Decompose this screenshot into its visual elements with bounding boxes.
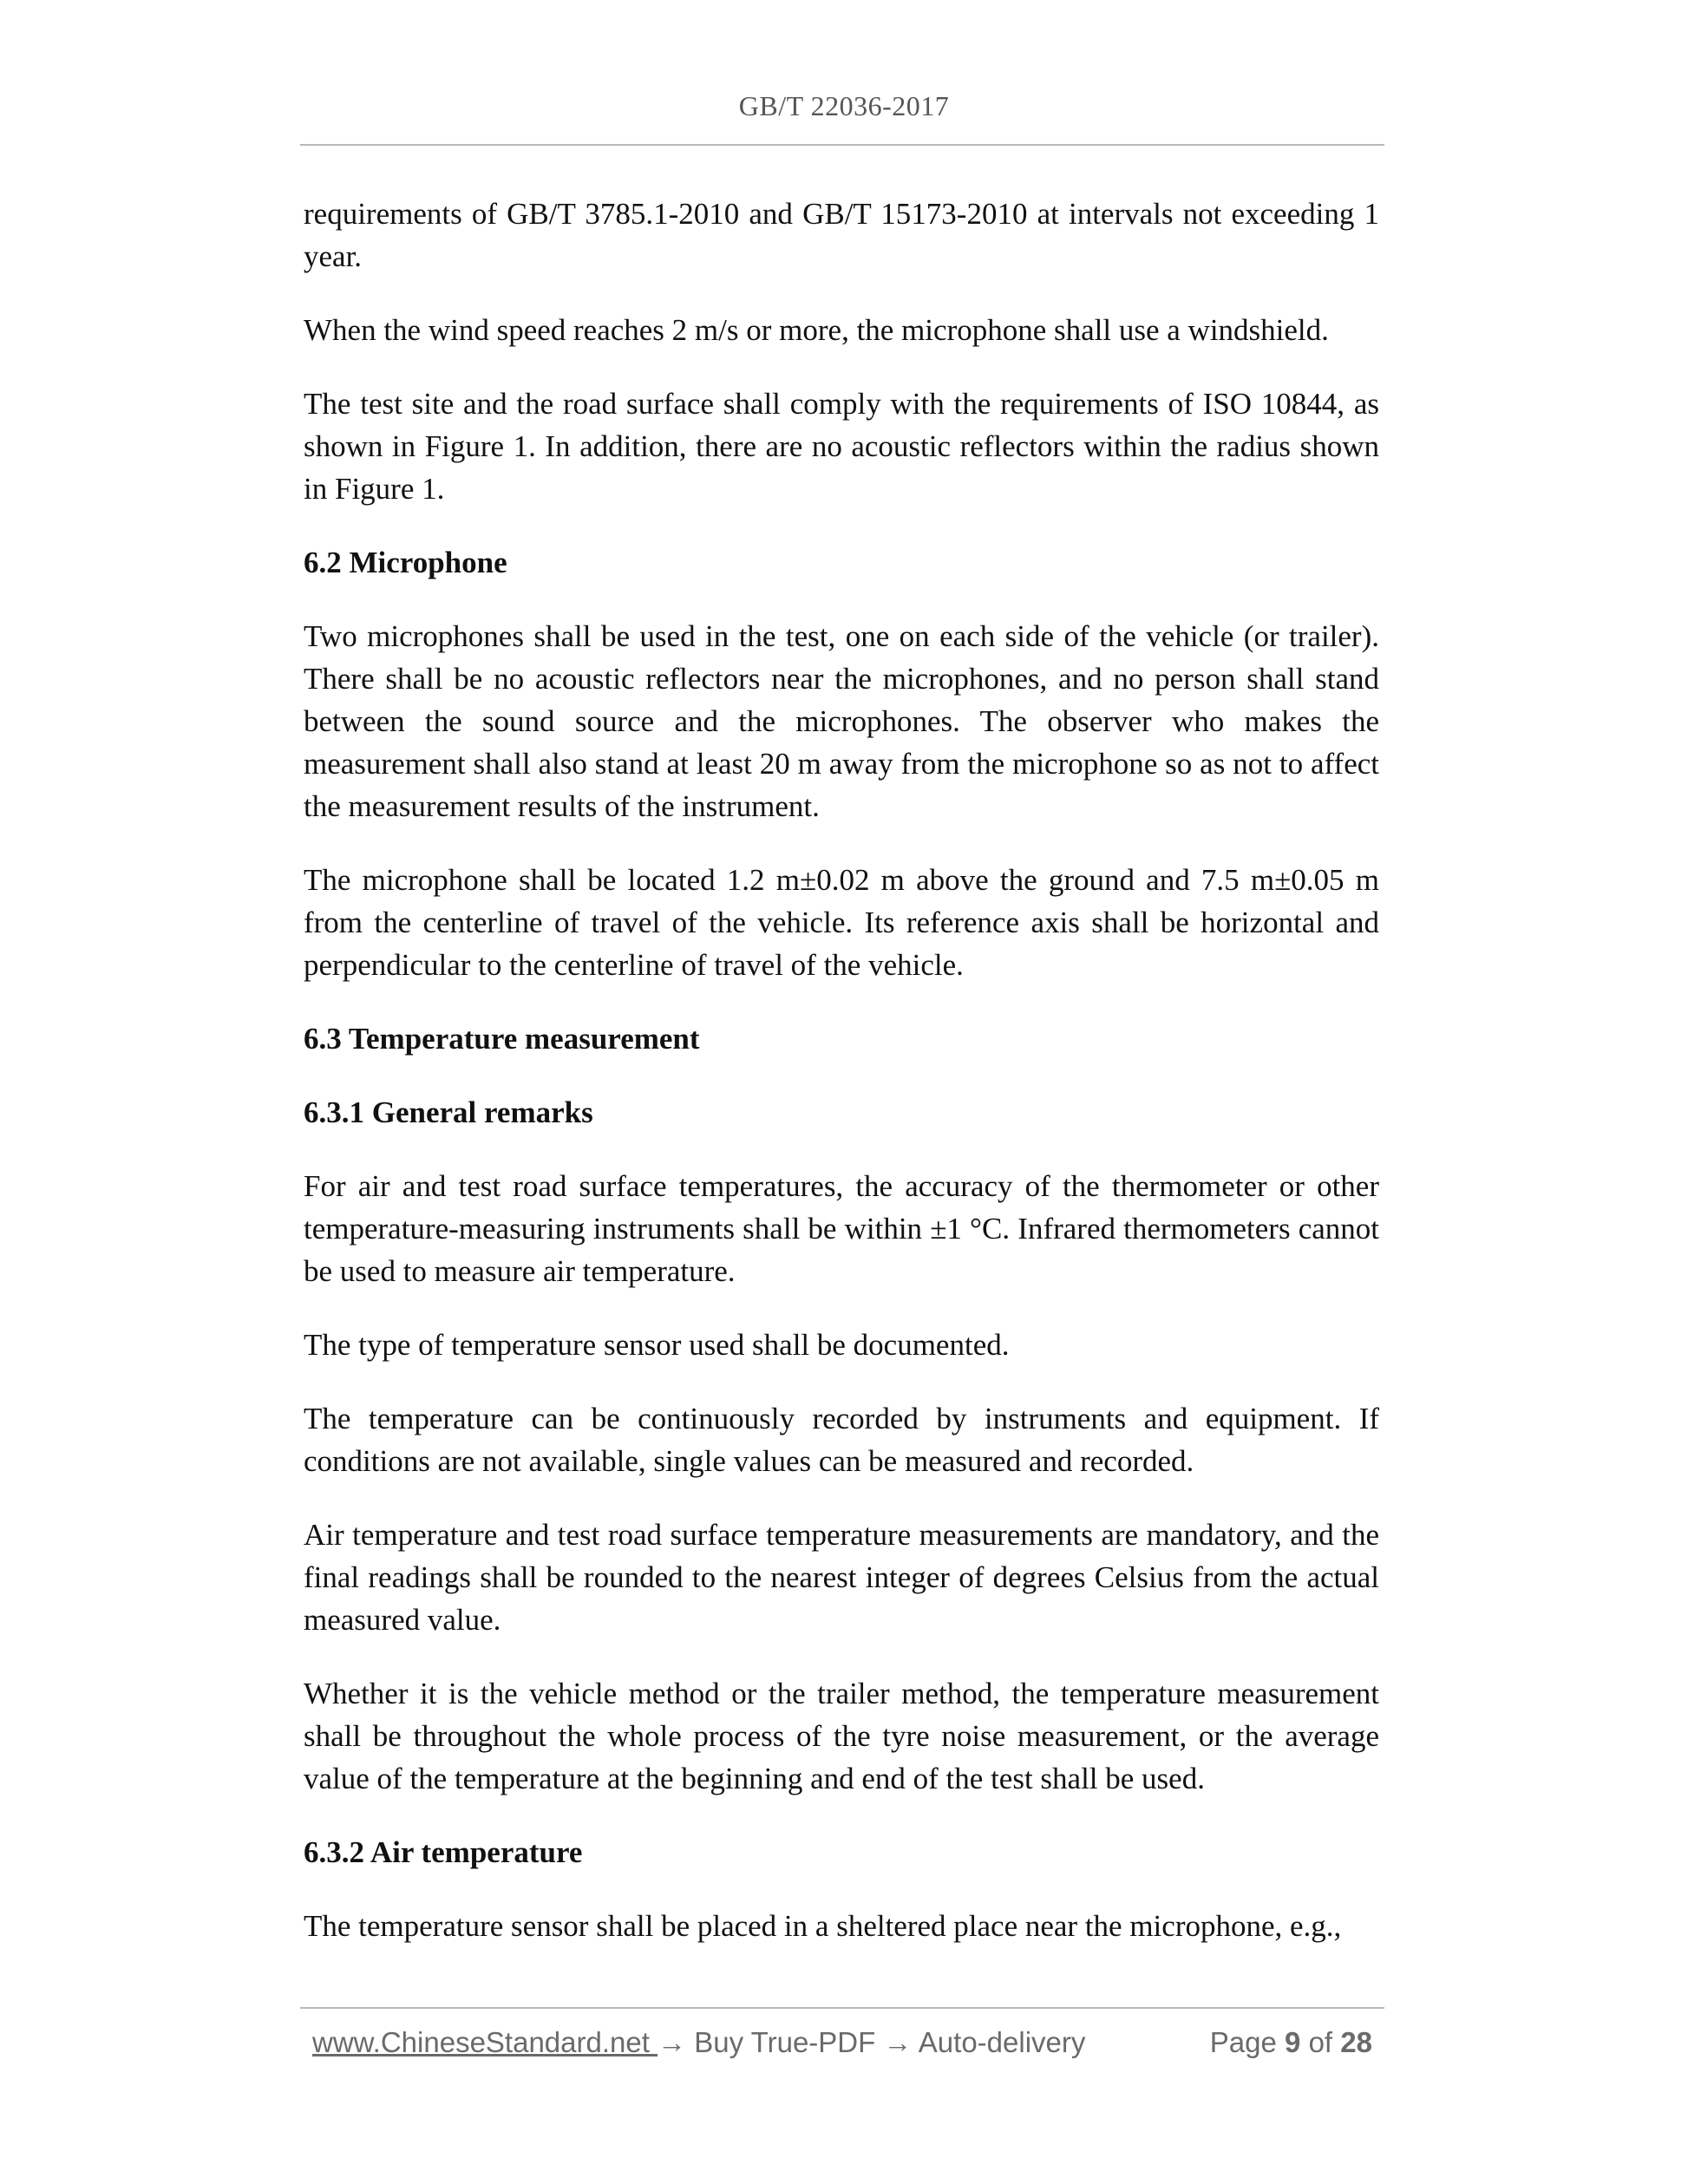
website-link[interactable]: www.ChineseStandard.net [312, 2026, 658, 2058]
paragraph: Air temperature and test road surface temperature measurements are mandatory, and the final readings shall be rounded to the nearest integer of degrees Celsius from the actual measured value. [304, 1518, 1379, 1637]
page-indicator [1210, 2026, 1372, 2059]
paragraph: The type of temperature sensor used shall be documented. [304, 1328, 1010, 1362]
page-label: Page [1209, 2026, 1277, 2058]
paragraph: The temperature sensor shall be placed in a sheltered place near the microphone, e.g., [304, 1909, 1342, 1943]
document-header: GB/T 22036-2017 [738, 90, 950, 121]
footer-promo [312, 2026, 1085, 2059]
page-footer [312, 2026, 1372, 2070]
paragraph: When the wind speed reaches 2 m/s or more, the microphone shall use a windshield. [304, 313, 1329, 347]
paragraph: Two microphones shall be used in the test, one on each side of the vehicle (or trailer). There shall be no acoustic reflectors near the microphones, and no person shall stand between the sound source and the microphones. The observer who makes the measurement shall also stand at least 20 m away from the microphone so as not to affect the measurement results of the instrument. [304, 619, 1379, 823]
buy-true-pdf-text: Buy True-PDF [686, 2026, 884, 2058]
paragraph: The temperature can be continuously recorded by instruments and equipment. If conditions are not available, single values can be measured and recorded. [304, 1402, 1379, 1478]
page-number: 9 [1285, 2026, 1301, 2058]
footer-divider [300, 2007, 1384, 2009]
of-label: of [1308, 2026, 1333, 2058]
section-heading-6-2: 6.2 Microphone [304, 546, 507, 579]
section-heading-6-3-2: 6.3.2 Air temperature [304, 1835, 583, 1869]
paragraph: Whether it is the vehicle method or the trailer method, the temperature measurement shall be throughout the whole process of the tyre noise measurement, or the average value of the temperature at the beginning and end of the test shall be used. [304, 1677, 1379, 1795]
paragraph: The microphone shall be located 1.2 m±0.02 m above the ground and 7.5 m±0.05 m from the centerline of travel of the vehicle. Its reference axis shall be horizontal and perpendicular to the centerline of travel of the vehicle. [304, 863, 1379, 982]
section-heading-6-3-1: 6.3.1 General remarks [304, 1095, 593, 1129]
total-pages: 28 [1340, 2026, 1372, 2058]
arrow-right-icon: → [883, 2026, 913, 2058]
auto-delivery-text: Auto-delivery [912, 2026, 1086, 2058]
arrow-right-icon: → [658, 2026, 687, 2058]
paragraph: The test site and the road surface shall comply with the requirements of ISO 10844, as shown in Figure 1. In addition, there are no acoustic reflectors within the radius shown in Figure 1. [304, 387, 1379, 506]
paragraph: requirements of GB/T 3785.1-2010 and GB/T 15173-2010 at intervals not exceeding 1 year. [304, 197, 1379, 273]
paragraph: For air and test road surface temperatures, the accuracy of the thermometer or other temperature-measuring instruments shall be within ±1 °C. Infrared thermometers cannot be used to measure air temperature. [304, 1169, 1379, 1288]
page-body [304, 193, 1379, 1978]
header-divider [300, 144, 1384, 146]
section-heading-6-3: 6.3 Temperature measurement [304, 1022, 700, 1056]
